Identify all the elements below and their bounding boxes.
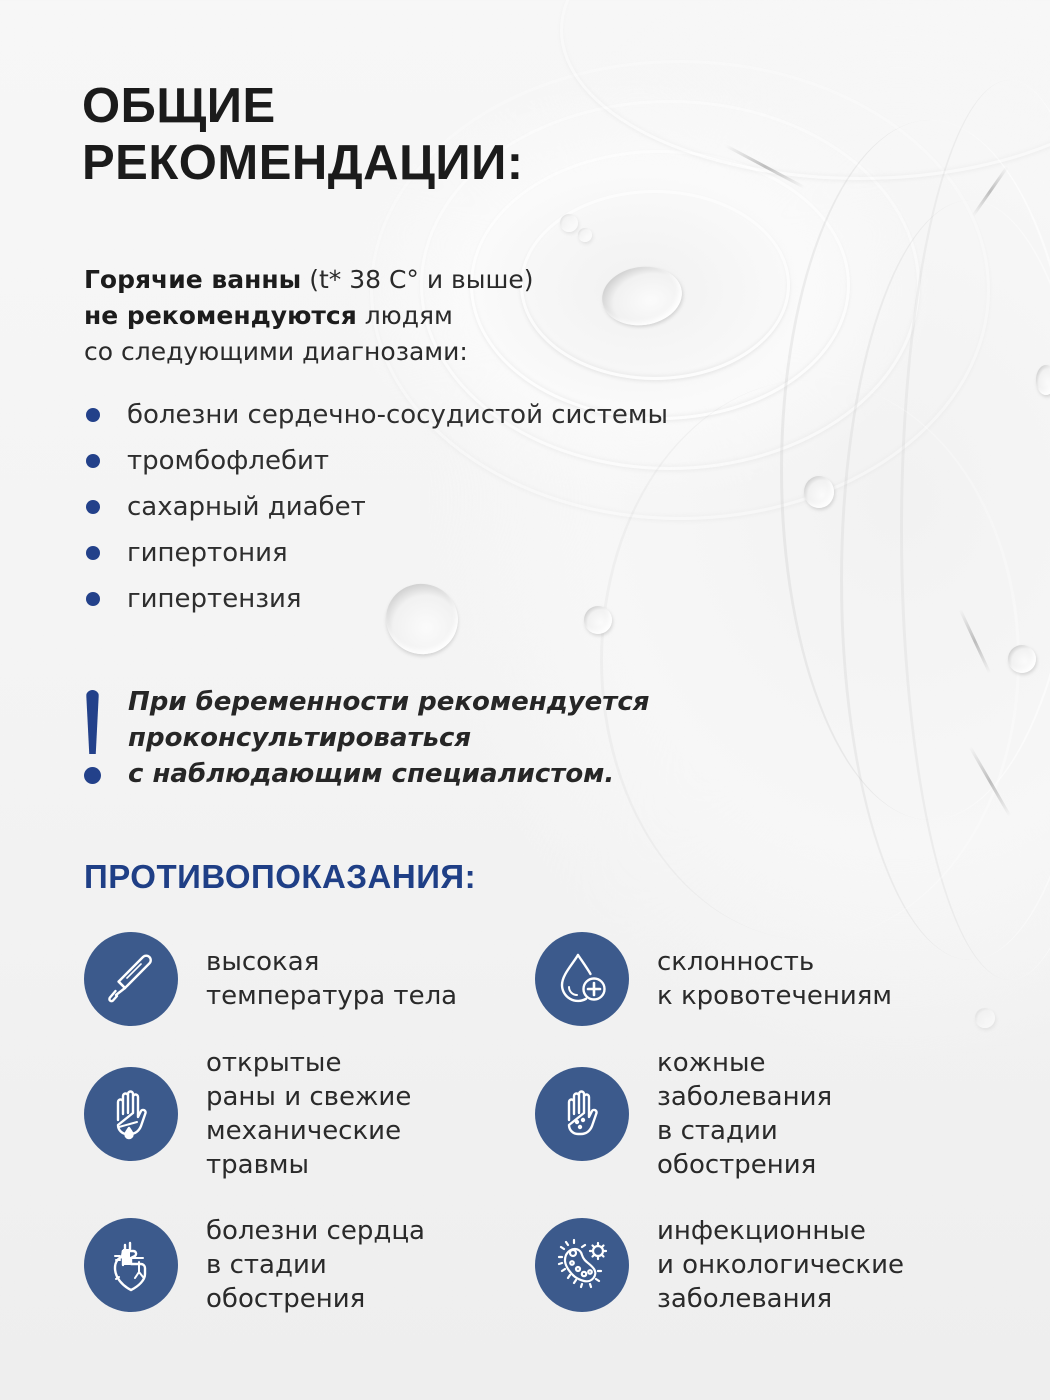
list-item (84, 438, 668, 484)
intro-diagnoses-text: со следующими диагнозами: (84, 337, 468, 366)
page-title (82, 78, 524, 192)
intro-bold-not-recommended: не рекомендуются (84, 301, 357, 330)
hand-wound-icon (84, 1067, 178, 1161)
contraindication-label: заболевания (657, 1082, 833, 1112)
contraindication-label: заболевания (657, 1284, 833, 1314)
bullet-icon (86, 408, 100, 422)
notice-line-1: При беременности рекомендуется (128, 687, 650, 717)
contraindication-label: к кровотечениям (657, 981, 892, 1011)
contraindication-label: высокая (206, 947, 320, 977)
intro-temperature-note: (t* 38 С° и выше) (301, 265, 534, 294)
heart-organ-icon (84, 1218, 178, 1312)
title-line-2: РЕКОМЕНДАЦИИ: (82, 136, 524, 190)
contraindication-label: обострения (206, 1284, 366, 1314)
diagnosis-label: сахарный диабет (127, 492, 366, 522)
hand-skin-icon (535, 1067, 629, 1161)
notice-line-2: проконсультироваться (128, 723, 472, 753)
list-item (84, 530, 668, 576)
bacteria-virus-icon (535, 1218, 629, 1312)
contraindication-label: открытые (206, 1048, 342, 1078)
contraindication-label: кожные (657, 1048, 766, 1078)
contraindication-label: и онкологические (657, 1250, 905, 1280)
diagnosis-label: тромбофлебит (127, 446, 330, 476)
contraindication-label: обострения (657, 1150, 817, 1180)
contraindication-bleeding (535, 932, 892, 1026)
title-line-1: ОБЩИЕ (82, 79, 276, 133)
contraindication-label: болезни сердца (206, 1216, 425, 1246)
diagnosis-label: гипертония (127, 538, 288, 568)
notice-line-3: с наблюдающим специалистом. (128, 759, 615, 789)
blood-drop-plus-icon (535, 932, 629, 1026)
contraindication-open-wounds (84, 1046, 411, 1182)
contraindication-label: инфекционные (657, 1216, 866, 1246)
contraindication-heart-disease (84, 1214, 425, 1316)
bullet-icon (86, 592, 100, 606)
diagnosis-label: болезни сердечно-сосудистой системы (127, 400, 668, 430)
diagnosis-label: гипертензия (127, 584, 302, 614)
thermometer-icon (84, 932, 178, 1026)
contraindication-label: травмы (206, 1150, 310, 1180)
contraindications-title: ПРОТИВОПОКАЗАНИЯ: (84, 858, 477, 895)
contraindication-infectious-oncological (535, 1214, 904, 1316)
contraindication-high-temperature (84, 932, 457, 1026)
contraindication-label: склонность (657, 947, 815, 977)
intro-people-text: людям (356, 301, 453, 330)
bullet-icon (86, 454, 100, 468)
list-item (84, 576, 668, 622)
list-item (84, 484, 668, 530)
contraindication-label: температура тела (206, 981, 458, 1011)
intro-paragraph (84, 262, 534, 370)
contraindication-label: механические (206, 1116, 402, 1146)
bullet-icon (86, 546, 100, 560)
diagnoses-list (84, 392, 668, 622)
bullet-icon (86, 500, 100, 514)
intro-bold-hot-baths: Горячие ванны (84, 265, 302, 294)
contraindication-skin-diseases (535, 1046, 832, 1182)
contraindication-label: в стадии (657, 1116, 778, 1146)
exclamation-icon (82, 690, 102, 790)
contraindication-label: раны и свежие (206, 1082, 412, 1112)
list-item (84, 392, 668, 438)
contraindication-label: в стадии (206, 1250, 327, 1280)
